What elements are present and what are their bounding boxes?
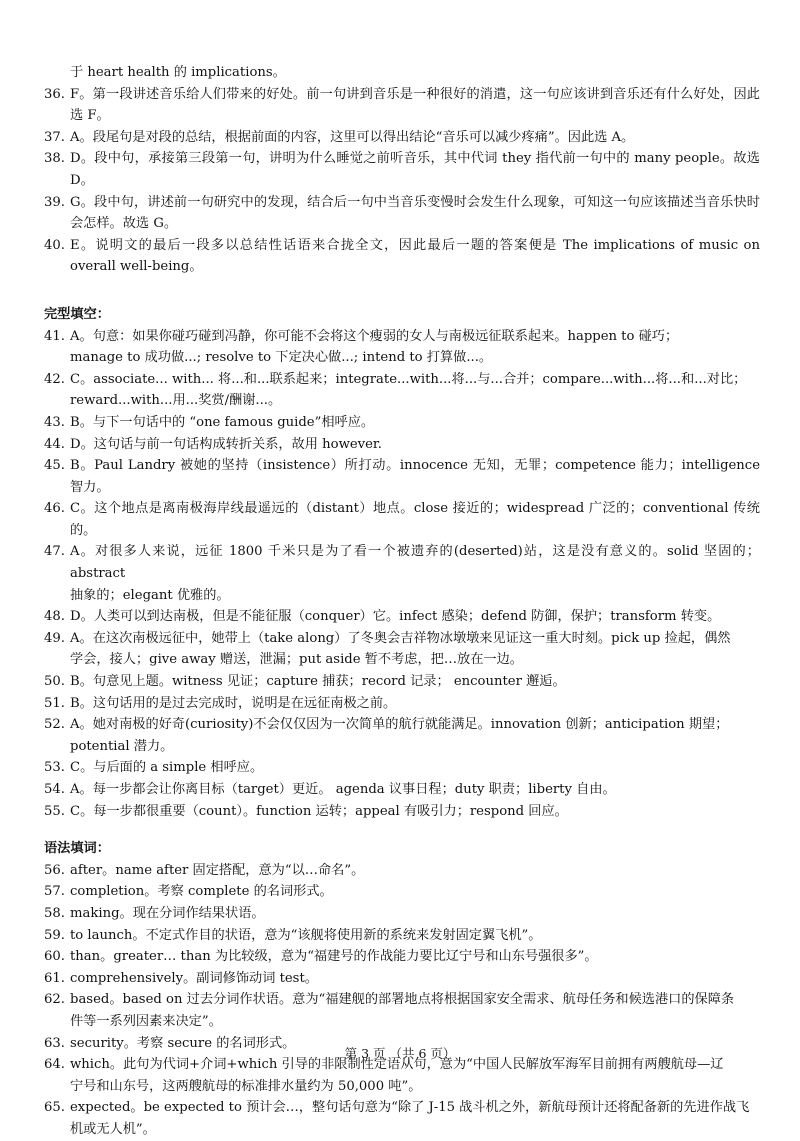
answer-item [44, 925, 760, 947]
answer-text [70, 968, 760, 990]
answer-text [70, 860, 760, 882]
answer-item [44, 192, 760, 235]
question-number: 58. [44, 905, 65, 921]
question-number: 54. [44, 782, 65, 797]
answer-item [44, 757, 760, 779]
answer-line: C。与后面的 a simple 相呼应。 [70, 760, 264, 776]
answer-item [44, 455, 760, 498]
answer-text [70, 628, 760, 671]
question-number: 40. [44, 237, 65, 253]
answer-line: 宁号和山东号，这两艘航母的标准排水量约为 50,000 吨”。 [70, 1078, 422, 1094]
answer-text [70, 714, 760, 757]
question-number: 42. [44, 371, 65, 387]
answer-text [70, 903, 760, 925]
cloze-heading: 完型填空： [44, 306, 110, 322]
answer-line: 件等一系列因素来决定”。 [70, 1013, 222, 1029]
answer-line: B。Paul Landry 被她的坚持（insistence）所打动。innocence 无知，无罪；competence 能力；intelligence 智力。 [70, 458, 760, 495]
answer-text: A。段尾句是对段的总结，根据前面的内容，这里可以得出结论“音乐可以减少疼痛”。因此选 A。 [70, 129, 635, 145]
answer-text: F。第一段讲述音乐给人们带来的好处。前一句讲到音乐是一种很好的消遣，这一句应该讲到音乐还有什么好处，因此选 F。 [70, 86, 760, 124]
answer-item [44, 968, 760, 990]
answer-line: A。她对南极的好奇(curiosity)不会仅仅因为一次简单的航行就能满足。innovation 创新；anticipation 期望； [70, 717, 729, 733]
answer-line: B。与下一句话中的 “one famous guide”相呼应。 [70, 414, 375, 430]
answer-line: potential 潜力。 [70, 738, 174, 754]
answer-item [44, 946, 760, 968]
answer-item [44, 989, 760, 1032]
answer-text [70, 1097, 760, 1140]
answer-line: reward...with...用...奖赏/酬谢...。 [70, 393, 282, 409]
answer-text [70, 434, 760, 456]
answer-item [44, 434, 760, 456]
answer-item [44, 412, 760, 434]
answer-item [44, 671, 760, 693]
answer-line: based。based on 过去分词作状语。意为“福建舰的部署地点将根据国家安全需求、航母任务和候选港口的保障条 [70, 992, 735, 1008]
question-number: 65. [44, 1100, 65, 1116]
answer-item [44, 1097, 760, 1140]
answer-line: D。这句话与前一句话构成转折关系，故用 however. [70, 436, 382, 452]
question-number: 57. [44, 884, 65, 900]
answer-line: D。人类可以到达南极，但是不能征服（conquer）它。infect 感染；defend 防御，保护；transform 转变。 [70, 609, 721, 625]
answer-line: C。每一步都很重要（count）。function 运转；appeal 有吸引力；respond 回应。 [70, 803, 568, 819]
question-number: 45. [44, 458, 65, 474]
page-content [44, 62, 760, 1141]
answer-item [44, 860, 760, 882]
answer-text [70, 946, 760, 968]
answer-text: G。段中句，讲述前一句研究中的发现，结合后一句中当音乐变慢时会发生什么现象，可知这一句应该描述当音乐快时会怎样。故选 G。 [70, 194, 760, 232]
question-number: 55. [44, 803, 65, 819]
answer-line: which。此句为代词+介词+which 引导的非限制性定语从句，意为“中国人民解放军海军目前拥有两艘航母—辽 [70, 1057, 724, 1073]
answer-line: A。在这次南极远征中，她带上（take along）了冬奥会吉祥物冰墩墩来见证这一重大时刻。pick up 捡起，偶然 [70, 630, 731, 646]
answer-text [70, 757, 760, 779]
question-number: 52. [44, 717, 65, 733]
answer-item [44, 903, 760, 925]
answer-text [70, 693, 760, 715]
answer-line: making。现在分词作结果状语。 [70, 905, 265, 921]
answer-text [70, 881, 760, 903]
answer-text [70, 498, 760, 541]
question-number: 64. [44, 1057, 65, 1073]
answer-line: A。句意：如果你碰巧碰到冯静，你可能不会将这个瘦弱的女人与南极远征联系起来。happen to 碰巧； [70, 328, 679, 344]
question-number: 53. [44, 760, 65, 776]
answer-item [44, 235, 760, 278]
answer-item [44, 881, 760, 903]
answer-line: to launch。不定式作目的状语，意为“该舰将使用新的系统来发射固定翼飞机”。 [70, 927, 542, 943]
answer-line: A。每一步都会让你离目标（target）更近。 agenda 议事日程；duty 职责；liberty 自由。 [70, 782, 616, 797]
question-number: 46. [44, 501, 65, 517]
question-number: 60. [44, 949, 65, 965]
answer-item [44, 541, 760, 606]
answer-item [44, 369, 760, 412]
page-footer: 第 3 页 （共 6 页） [344, 1046, 456, 1061]
answer-text [70, 326, 760, 369]
answer-line: completion。考察 complete 的名词形式。 [70, 884, 333, 900]
answer-line: C。这个地点是离南极海岸线最遥远的（distant）地点。close 接近的；widespread 广泛的；conventional 传统的。 [70, 501, 760, 538]
answer-line: B。句意见上题。witness 见证；capture 捕获；record 记录； encounter 邂逅。 [70, 674, 566, 690]
question-number: 49. [44, 630, 65, 646]
answer-line: 机或无人机”。 [70, 1121, 156, 1137]
answer-line: 学会，接人；give away 赠送，泄漏；put aside 暂不考虑，把…放在一边。 [70, 652, 523, 668]
question-number: 61. [44, 970, 65, 986]
answer-text [70, 369, 760, 412]
answer-line: expected。be expected to 预计会…，整句话句意为“除了 J-15 战斗机之外，新航母预计还将配备新的先进作战飞 [70, 1100, 750, 1116]
answer-line: comprehensively。副词修饰动词 test。 [70, 970, 318, 986]
answer-line: after。name after 固定搭配，意为“以…命名”。 [70, 862, 365, 878]
answer-line: manage to 成功做...; resolve to 下定决心做...; intend to 打算做...。 [70, 350, 493, 366]
answer-item [44, 714, 760, 757]
answer-text [70, 801, 760, 823]
answer-text [70, 671, 760, 693]
question-number: 37. [44, 129, 65, 145]
answer-item [44, 693, 760, 715]
answer-item [44, 779, 760, 801]
answer-text [70, 455, 760, 498]
question-number: 48. [44, 609, 65, 625]
question-number: 51. [44, 695, 65, 711]
grammar-heading: 语法填词： [44, 841, 110, 857]
question-number: 44. [44, 436, 65, 452]
reading-answers [44, 84, 760, 278]
answer-text: E。说明文的最后一段多以总结性话语来合拢全文，因此最后一题的答案便是 The implications of music on overall well-being。 [70, 237, 760, 275]
answer-line: 抽象的；elegant 优雅的。 [70, 587, 230, 603]
answer-text [70, 925, 760, 947]
answer-line: B。这句话用的是过去完成时，说明是在远征南极之前。 [70, 695, 397, 711]
answer-line: A。对很多人来说，远征 1800 千米只是为了看一个被遗弃的(deserted)站，这是没有意义的。solid 坚固的；abstract [70, 544, 760, 582]
answer-item [44, 326, 760, 369]
question-number: 38. [44, 151, 65, 167]
question-number: 47. [44, 544, 65, 560]
question-number: 39. [44, 194, 65, 210]
answer-line: security。考察 secure 的名词形式。 [70, 1035, 296, 1051]
question-number: 62. [44, 992, 65, 1008]
answer-text [70, 412, 760, 434]
answer-text [70, 989, 760, 1032]
answer-text: D。段中句，承接第三段第一句，讲明为什么睡觉之前听音乐，其中代词 they 指代前一句中的 many people。故选 D。 [70, 151, 760, 188]
answer-item [44, 127, 760, 149]
answer-line: C。associate... with... 将...和...联系起来；integrate...with...将...与...合并；compare...with...将...和...对比； [70, 371, 747, 387]
question-number: 56. [44, 862, 65, 878]
question-number: 50. [44, 674, 65, 690]
cloze-answers [44, 326, 760, 823]
answer-line: than。greater… than 为比较级，意为“福建号的作战能力要比辽宁号和山东号强很多”。 [70, 949, 598, 965]
answer-item [44, 84, 760, 127]
question-number: 63. [44, 1035, 65, 1051]
answer-item [44, 606, 760, 628]
answer-item [44, 498, 760, 541]
grammar-answers [44, 860, 760, 1141]
answer-item [44, 801, 760, 823]
question-number: 59. [44, 927, 65, 943]
answer-text [70, 541, 760, 606]
answer-text [70, 779, 760, 801]
answer-text [70, 606, 760, 628]
question-number: 43. [44, 414, 65, 430]
question-number: 36. [44, 86, 65, 102]
question-number: 41. [44, 328, 65, 344]
answer-item [44, 628, 760, 671]
answer-item [44, 148, 760, 191]
continuation-line: 于 heart health 的 implications。 [70, 65, 286, 80]
